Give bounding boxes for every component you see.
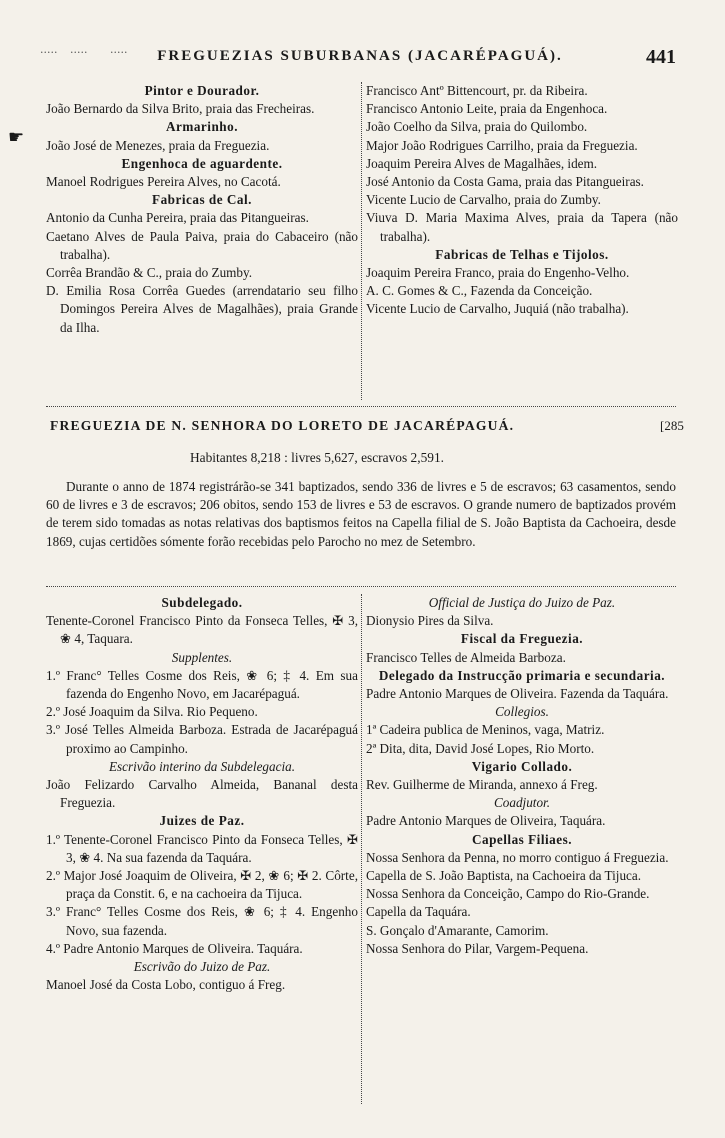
page-number: 441 [646,46,676,68]
list-item: João José de Menezes, praia da Freguezia. [46,137,270,153]
section-heading: Fabricas de Telhas e Tijolos. [435,246,609,262]
statistics-paragraph: Durante o anno de 1874 registrárão-se 341 baptizados, sendo 336 de livres e 5 de escravos; 63 casamentos, sendo 60 de livres e 3 de escravos; 206 obitos, sendo 153 de livres e 53 de escravos. O grande numero de baptizados provém de terem sido tomadas as notas relativas dos baptismos feitos na Capella filial de S. João Baptista da Cachoeira, desde 1869, cujas certidões sómente forão recebidas pelo Parocho no mez de Setembro. [46,479,676,549]
list-item: João Coelho da Silva, praia do Quilombo. [366,119,588,135]
section-number: [285 [660,418,684,433]
list-item: Tenente-Coronel Francisco Pinto da Fonseca Telles, ✠ 3, ❀ 4, Taquara. [46,613,358,647]
list-item: Dionysio Pires da Silva. [366,613,494,629]
section-heading: Capellas Filiaes. [471,831,573,847]
section-heading: Collegios. [495,704,549,720]
list-item: Nossa Senhora da Penna, no morro contiguo á Freguezia. [366,849,669,865]
section-heading: Coadjutor. [493,795,551,811]
list-item: 2ª Dita, dita, David José Lopes, Rio Morto. [366,740,595,756]
list-item: A. C. Gomes & C., Fazenda da Conceição. [366,283,593,299]
section-divider [46,586,676,587]
list-item: Joaquim Pereira Franco, praia do Engenho-Velho. [366,265,630,281]
list-item: Manoel Rodrigues Pereira Alves, no Cacotá. [46,174,281,190]
list-item: 2.º José Joaquim da Silva. Rio Pequeno. [46,704,258,720]
top-right-column [366,82,678,319]
list-item: Rev. Guilherme de Miranda, annexo á Freg. [366,777,598,793]
list-item: 1ª Cadeira publica de Meninos, vaga, Matriz. [366,722,605,738]
list-item: Nossa Senhora da Conceição, Campo do Rio-Grande. [366,886,650,902]
list-item: 1.º Franc° Telles Cosme dos Reis, ❀ 6; ‡ 4. Em sua fazenda do Engenho Novo, em Jacarépaguá. [46,667,358,702]
section-heading: Engenhoca de aguardente. [121,155,283,171]
list-item: Antonio da Cunha Pereira, praia das Pitangueiras. [46,210,309,226]
list-item: Francisco Telles de Almeida Barboza. [366,649,566,665]
list-item: Vicente Lucio de Carvalho, praia do Zumby. [366,192,601,208]
list-item: D. Emilia Rosa Corrêa Guedes (arrendatario seu filho Domingos Pereira Alves de Magalhães), praia Grande da Ilha. [46,283,358,335]
section-divider [46,406,676,407]
section-heading: Juizes de Paz. [159,813,245,829]
bottom-left-column [46,594,358,994]
list-item: Francisco Antonio Leite, praia da Engenhoca. [366,101,608,117]
list-item: Joaquim Pereira Alves de Magalhães, idem. [366,155,598,171]
list-item: Capella da Taquára. [366,904,471,920]
page-title: FREGUEZIAS SUBURBANAS (JACARÉPAGUÁ). [157,48,563,64]
section-heading: Subdelegado. [161,595,243,610]
list-item: 3.º José Telles Almeida Barboza. Estrada de Jacarépaguá proximo ao Campinho. [46,722,358,756]
margin-mark: ····· [110,46,128,59]
margin-mark: ····· [70,46,88,59]
list-item: Corrêa Brandão & C., praia do Zumby. [46,265,253,281]
list-item: 3.º Franc° Telles Cosme dos Reis, ❀ 6; ‡ 4. Engenho Novo, sua fazenda. [46,904,358,938]
list-item: S. Gonçalo d'Amarante, Camorim. [366,922,549,938]
population-line: Habitantes 8,218 : livres 5,627, escravos 2,591. [190,450,445,465]
bottom-right-column [366,594,678,958]
section-heading: Fabricas de Cal. [152,192,252,208]
list-item: Francisco Antº Bittencourt, pr. da Ribeira. [366,83,588,98]
list-item: Vicente Lucio de Carvalho, Juquiá (não trabalha). [366,301,629,317]
hand-pointer-icon: ☛ [8,127,25,148]
list-item: Padre Antonio Marques de Oliveira, Taquára. [366,813,606,829]
section-heading: Supplentes. [171,649,233,665]
list-item: João Felizardo Carvalho Almeida, Bananal desta Freguezia. [46,777,358,811]
top-left-column [46,82,358,337]
section-heading: Escrivão do Juizo de Paz. [133,959,271,975]
margin-mark: ····· [40,46,58,59]
list-item: Viuva D. Maria Maxima Alves, praia da Tapera (não trabalha). [366,210,678,244]
section-heading: Official de Justiça do Juizo de Paz. [428,595,616,610]
list-item: Padre Antonio Marques de Oliveira. Fazenda da Taquára. [366,686,669,702]
list-item: Nossa Senhora do Pilar, Vargem-Pequena. [366,940,589,956]
list-item: Major João Rodrigues Carrilho, praia da Freguezia. [366,137,638,153]
list-item: 2.º Major José Joaquim de Oliveira, ✠ 2, ❀ 6; ✠ 2. Côrte, praça da Constit. 6, e na cachoeira da Tijuca. [46,868,358,902]
section-heading: Armarinho. [165,119,239,135]
column-divider [361,82,362,400]
list-item: Caetano Alves de Paula Paiva, praia do Cabaceiro (não trabalha). [46,228,358,262]
section-heading: Pintor e Dourador. [144,83,260,98]
list-item: João Bernardo da Silva Brito, praia das Frecheiras. [46,101,315,117]
section-title: FREGUEZIA DE N. SENHORA DO LORETO DE JACARÉPAGUÁ. [50,418,515,433]
list-item: 1.º Tenente-Coronel Francisco Pinto da Fonseca Telles, ✠ 3, ❀ 4. Na sua fazenda da Taquára. [46,831,358,865]
list-item: Capella de S. João Baptista, na Cachoeira da Tijuca. [366,868,642,884]
section-heading: Vigario Collado. [471,758,573,774]
list-item: José Antonio da Costa Gama, praia das Pitangueiras. [366,174,644,190]
section-heading: Delegado da Instrucção primaria e secundaria. [378,667,666,683]
running-head [0,46,725,74]
section-heading: Fiscal da Freguezia. [460,631,584,647]
list-item: 4.º Padre Antonio Marques de Oliveira. Taquára. [46,940,303,956]
column-divider [361,594,362,1104]
section-heading: Escrivão interino da Subdelegacia. [108,758,296,774]
list-item: Manoel José da Costa Lobo, contiguo á Freg. [46,977,286,993]
